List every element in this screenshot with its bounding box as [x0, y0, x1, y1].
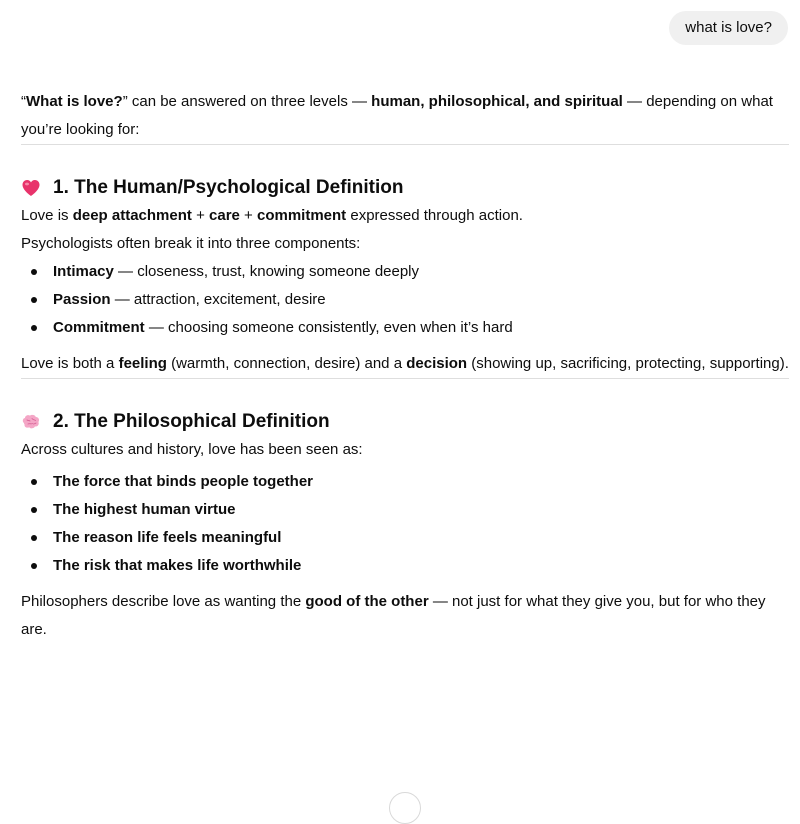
- intro-tail: — depending on what you’re looking for:: [21, 93, 773, 138]
- list-item: [21, 286, 789, 314]
- text: — closeness, trust, knowing someone deeply: [113, 263, 420, 280]
- user-message-row: [669, 11, 788, 45]
- bold-term: The risk that makes life worthwhile: [53, 557, 302, 574]
- intro-quote-open: “: [21, 93, 26, 110]
- text: — choosing someone consistently, even when it’s hard: [144, 319, 513, 336]
- philosophers-paragraph: [21, 588, 789, 644]
- section-title: 2. The Philosophical Definition: [53, 411, 330, 432]
- assistant-response: [21, 88, 789, 644]
- philosophy-list: [21, 468, 789, 580]
- list-item: [21, 468, 789, 496]
- scroll-to-bottom-button[interactable]: [389, 792, 421, 824]
- text: +: [239, 207, 257, 224]
- intro-text: ” can be answered on three levels —: [122, 93, 372, 110]
- bold-term: The highest human virtue: [53, 501, 236, 518]
- intro-levels: human, philosophical, and spiritual: [371, 93, 623, 110]
- section-divider: [21, 144, 789, 145]
- list-item: [21, 552, 789, 580]
- section-heading-philosophical: [21, 408, 789, 436]
- philosophy-intro: Across cultures and history, love has been seen as:: [21, 441, 363, 458]
- bold-term: decision: [406, 355, 468, 372]
- text: Love is both a: [21, 355, 119, 372]
- section-title: 1. The Human/Psychological Definition: [53, 177, 404, 198]
- intro-question: What is love?: [26, 93, 123, 110]
- section-heading-human: [21, 174, 789, 202]
- bold-term: deep attachment: [72, 207, 192, 224]
- bold-term: good of the other: [305, 593, 429, 610]
- bold-term: Commitment: [53, 319, 145, 336]
- components-list: [21, 258, 789, 342]
- bold-term: care: [209, 207, 240, 224]
- intro-paragraph: [21, 88, 789, 144]
- list-item: [21, 524, 789, 552]
- text: expressed through action.: [346, 207, 523, 224]
- bold-term: The reason life feels meaningful: [53, 529, 282, 546]
- text: Love is: [21, 207, 73, 224]
- section-divider: [21, 378, 789, 379]
- heart-icon: [21, 178, 41, 198]
- list-item: [21, 314, 789, 342]
- text: — not just for what they give you, but for who they are.: [21, 593, 766, 638]
- text: +: [191, 207, 210, 224]
- bold-term: commitment: [257, 207, 347, 224]
- list-item: [21, 496, 789, 524]
- text: Philosophers describe love as wanting the: [21, 593, 306, 610]
- bold-term: feeling: [118, 355, 167, 372]
- components-intro: Psychologists often break it into three components:: [21, 235, 361, 252]
- user-message-bubble: what is love?: [669, 11, 788, 45]
- text: (warmth, connection, desire) and a: [166, 355, 407, 372]
- list-item: [21, 258, 789, 286]
- text: (showing up, sacrificing, protecting, supporting).: [467, 355, 789, 372]
- text: — attraction, excitement, desire: [110, 291, 326, 308]
- brain-icon: [21, 412, 41, 432]
- bold-term: Intimacy: [53, 263, 114, 280]
- love-definition-paragraph: [21, 202, 789, 230]
- bold-term: Passion: [53, 291, 111, 308]
- bold-term: The force that binds people together: [53, 473, 314, 490]
- feeling-decision-paragraph: [21, 350, 789, 378]
